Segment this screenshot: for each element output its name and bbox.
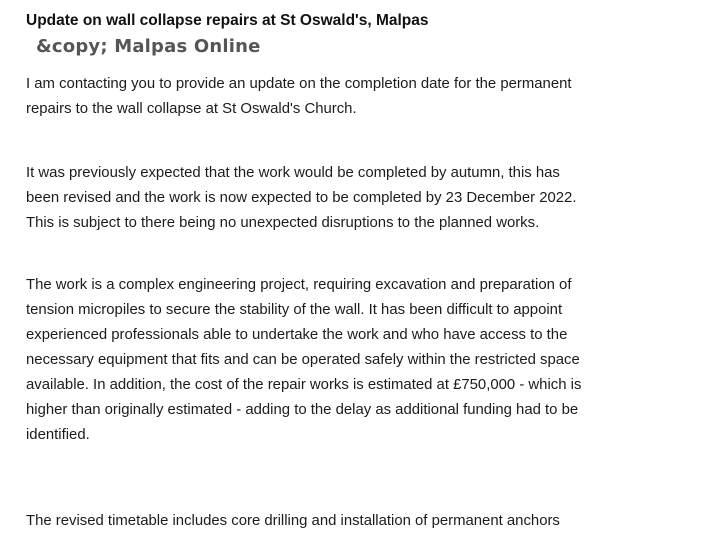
text-line: necessary equipment that fits and can be operated safely within the restricted space [26, 352, 580, 368]
text-line: available. In addition, the cost of the repair works is estimated at £750,000 - which is [26, 377, 582, 393]
text-line: experienced professionals able to undertake the work and who have access to the [26, 327, 568, 343]
text-line: I am contacting you to provide an update on the completion date for the permanent [26, 76, 572, 92]
text-line: The work is a complex engineering project, requiring excavation and preparation of [26, 277, 572, 293]
text-line: tension micropiles to secure the stability of the wall. It has been difficult to appoint [26, 302, 563, 318]
text-line: This is subject to there being no unexpected disruptions to the planned works. [26, 215, 540, 231]
paragraph-revised-timetable [26, 509, 560, 534]
text-line: identified. [26, 427, 90, 443]
text-line: higher than originally estimated - adding to the delay as additional funding had to be [26, 402, 579, 418]
copyright-watermark: &copy; Malpas Online [36, 36, 261, 57]
text-line: been revised and the work is now expected to be completed by 23 December 2022. [26, 190, 577, 206]
text-line: It was previously expected that the work would be completed by autumn, this has [26, 165, 560, 181]
paragraph-completion-date [26, 161, 576, 236]
paragraph-contact-intro [26, 72, 572, 122]
text-line: The revised timetable includes core drilling and installation of permanent anchors [26, 513, 560, 529]
text-line: repairs to the wall collapse at St Oswald's Church. [26, 101, 357, 117]
paragraph-engineering-project [26, 273, 581, 448]
document-title: Update on wall collapse repairs at St Oswald's, Malpas [26, 12, 429, 29]
